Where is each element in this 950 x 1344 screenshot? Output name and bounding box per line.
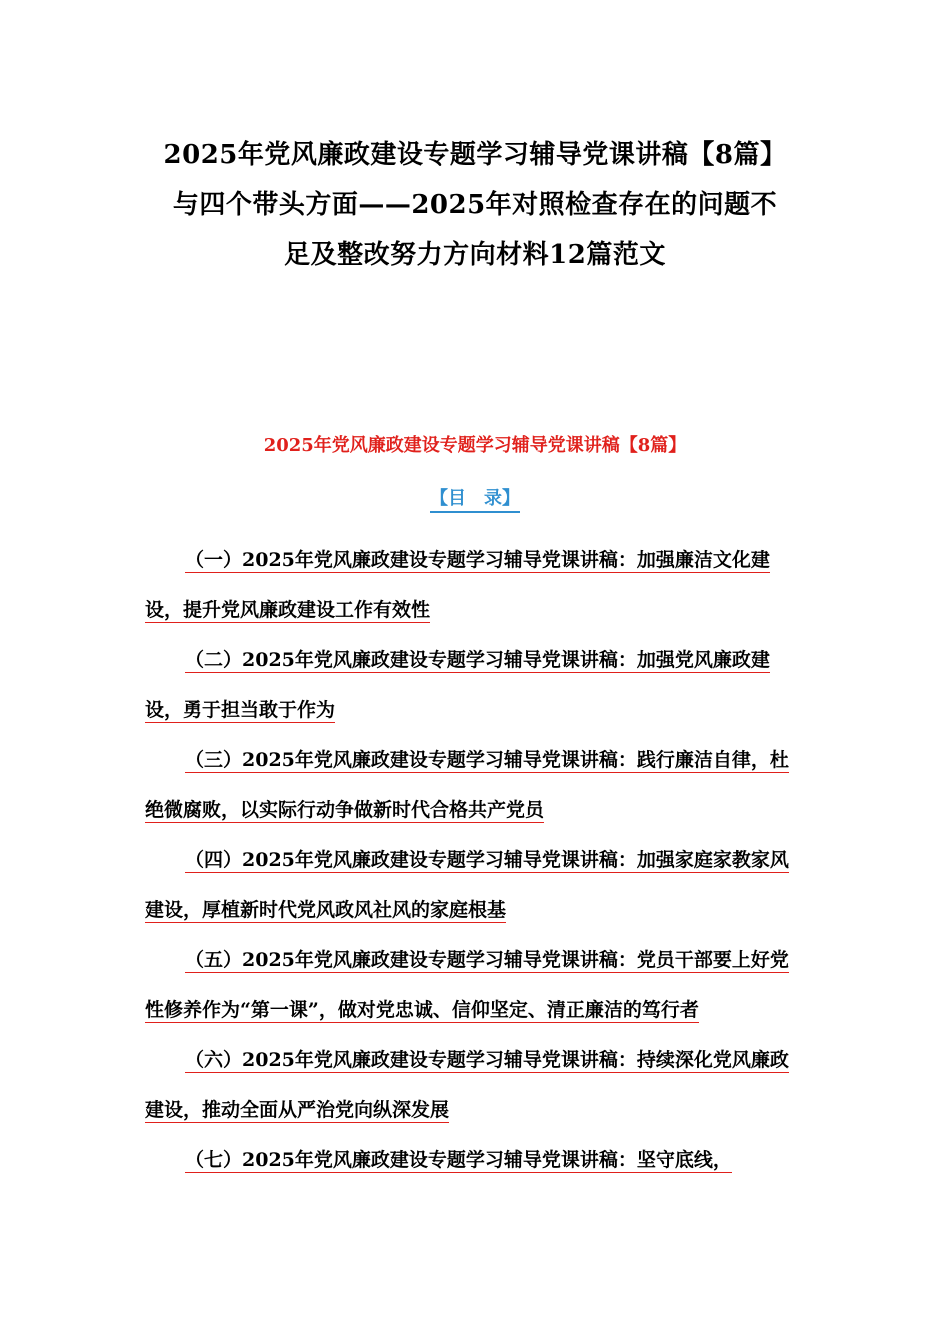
toc-link-7[interactable]: （七）2025年党风廉政建设专题学习辅导党课讲稿：坚守底线， xyxy=(185,1149,732,1181)
toc-item-1[interactable] xyxy=(145,535,795,635)
document-title xyxy=(130,130,820,280)
toc-item-6[interactable] xyxy=(145,1035,795,1135)
toc-link-3[interactable]: （三）2025年党风廉政建设专题学习辅导党课讲稿：践行廉洁自律，杜绝微腐败，以实际行动争做新时代合格共产党员 xyxy=(145,749,789,831)
title-line-2: 与四个带头方面——2025年对照检查存在的问题不 xyxy=(172,190,778,220)
toc-heading xyxy=(0,484,950,513)
title-line-1: 2025年党风廉政建设专题学习辅导党课讲稿【8篇】 xyxy=(163,140,787,170)
toc-item-4[interactable] xyxy=(145,835,795,935)
toc-link-4[interactable]: （四）2025年党风廉政建设专题学习辅导党课讲稿：加强家庭家教家风建设，厚植新时代党风政风社风的家庭根基 xyxy=(145,849,789,931)
toc-link-5[interactable]: （五）2025年党风廉政建设专题学习辅导党课讲稿：党员干部要上好党性修养作为“第一课”，做对党忠诚、信仰坚定、清正廉洁的笃行者 xyxy=(145,949,789,1031)
toc-heading-label: 【目 录】 xyxy=(430,484,520,513)
title-line-3: 足及整改努力方向材料12篇范文 xyxy=(284,240,666,270)
toc-link-6[interactable]: （六）2025年党风廉政建设专题学习辅导党课讲稿：持续深化党风廉政建设，推动全面从严治党向纵深发展 xyxy=(145,1049,789,1131)
toc-link-1[interactable]: （一）2025年党风廉政建设专题学习辅导党课讲稿：加强廉洁文化建设，提升党风廉政建设工作有效性 xyxy=(145,549,770,631)
section-title: 2025年党风廉政建设专题学习辅导党课讲稿【8篇】 xyxy=(263,435,687,456)
toc-item-2[interactable] xyxy=(145,635,795,735)
toc-item-7[interactable] xyxy=(145,1135,795,1185)
toc-item-3[interactable] xyxy=(145,735,795,835)
toc-item-5[interactable] xyxy=(145,935,795,1035)
table-of-contents xyxy=(145,535,795,1185)
toc-link-2[interactable]: （二）2025年党风廉政建设专题学习辅导党课讲稿：加强党风廉政建设，勇于担当敢于作为 xyxy=(145,649,770,731)
